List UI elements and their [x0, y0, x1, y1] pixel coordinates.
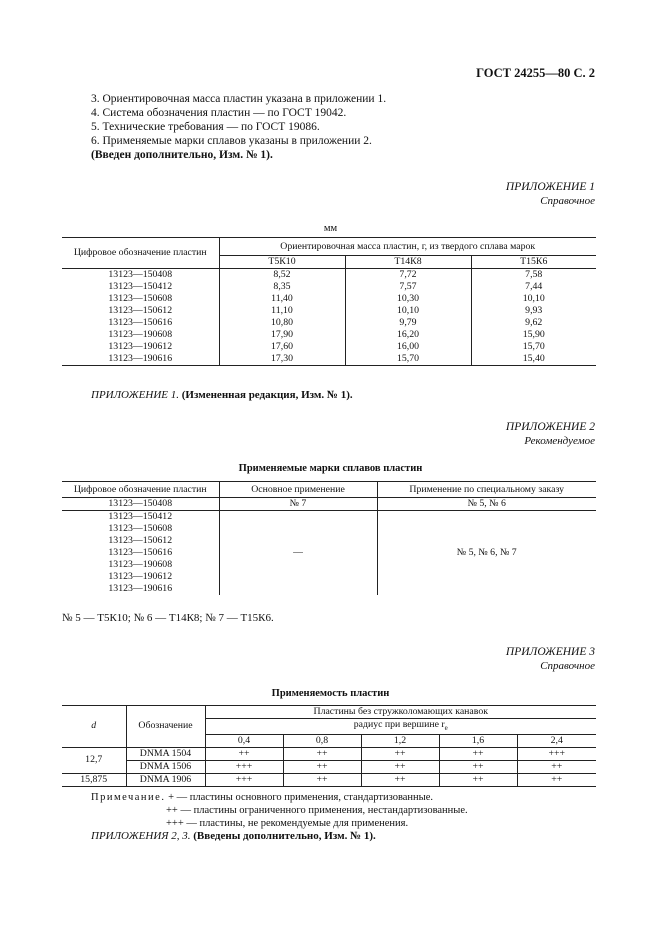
- table-row: [62, 747, 596, 760]
- appendix3-heading: [506, 645, 595, 673]
- radius-subscript: е: [444, 723, 448, 732]
- mass-cell: 9,79: [345, 317, 471, 329]
- designation-cell: DNMA 1506: [126, 760, 205, 773]
- col-d: d: [62, 706, 126, 748]
- col-special-order: Применение по специальному заказу: [409, 483, 565, 495]
- appendix2-heading: [506, 420, 595, 448]
- applicability-cell: +++: [205, 760, 283, 773]
- designation-cell: 13123—190616: [62, 353, 219, 366]
- mass-cell: 7,58: [525, 269, 543, 280]
- footer-bold: (Введены дополнительно, Изм. № 1).: [193, 830, 376, 842]
- appendix3-subtitle: Справочное: [540, 660, 595, 672]
- appendix2-subtitle: Рекомендуемое: [524, 435, 595, 447]
- amendment-note: (Введен дополнительно, Изм. № 1).: [91, 149, 273, 161]
- appendix1-subtitle: Справочное: [540, 195, 595, 207]
- table-row: [62, 341, 596, 353]
- designation-cell: 13123—190616: [62, 583, 219, 595]
- mass-cell: 9,93: [525, 305, 543, 316]
- designation-cell: 13123—190612: [62, 571, 219, 583]
- table-row: [62, 305, 596, 317]
- designation-cell: 13123—150612: [62, 535, 219, 547]
- main-use-merged-cell: —: [219, 511, 377, 596]
- alloys-table: [62, 481, 596, 595]
- grade-header: Т14К8: [345, 256, 471, 269]
- note-label: Примечание.: [91, 792, 166, 803]
- mass-cell: 11,10: [219, 305, 345, 317]
- main-use-cell: № 7: [219, 498, 377, 511]
- mass-cell: 10,10: [345, 305, 471, 317]
- mass-cell: 7,57: [345, 281, 471, 293]
- appendix1-amendment: [91, 388, 353, 403]
- applicability-cell: ++: [283, 773, 361, 786]
- mass-cell: 10,80: [219, 317, 345, 329]
- table-row: [62, 498, 596, 511]
- table-row: [62, 293, 596, 305]
- applicability-cell: ++: [283, 747, 361, 760]
- mass-cell: 17,60: [219, 341, 345, 353]
- designation-cell: 13123—190608: [62, 329, 219, 341]
- alloy-legend: № 5 — Т5К10; № 6 — Т14К8; № 7 — Т15К6.: [62, 612, 274, 624]
- radius-value: 1,2: [361, 734, 439, 747]
- radius-header-text: радиус при вершине r: [353, 719, 445, 730]
- mass-cell: 17,30: [219, 353, 345, 366]
- mass-cell: 10,30: [345, 293, 471, 305]
- mass-cell: 15,70: [345, 353, 471, 366]
- paragraph-3: 3. Ориентировочная масса пластин указана в приложении 1.: [91, 93, 387, 105]
- designation-cell: DNMA 1906: [126, 773, 205, 786]
- mass-cell: 15,40: [522, 353, 545, 364]
- applicability-cell: ++: [361, 747, 439, 760]
- applicability-cell: ++: [361, 773, 439, 786]
- mass-cell: 11,40: [219, 293, 345, 305]
- designation-cell: 13123—150616: [62, 317, 219, 329]
- special-order-merged-cell: № 5, № 6, № 7: [456, 547, 517, 558]
- designation-cell: 13123—150608: [62, 523, 219, 535]
- applicability-cell: ++: [439, 747, 517, 760]
- designation-cell: 13123—150612: [62, 305, 219, 317]
- grade-header: Т15К6: [520, 256, 548, 267]
- note-line-1: [91, 791, 468, 804]
- appendix3-title: ПРИЛОЖЕНИЕ 3: [505, 646, 595, 658]
- group-header: Пластины без стружколомающих канавок: [205, 706, 596, 719]
- applicability-cell: ++: [361, 760, 439, 773]
- appendix1-title: ПРИЛОЖЕНИЕ 1: [505, 181, 595, 193]
- unit-label: мм: [323, 223, 338, 234]
- mass-cell: 7,72: [345, 269, 471, 282]
- table-row: [62, 317, 596, 329]
- mass-cell: 15,90: [522, 329, 545, 340]
- designation-cell: 13123—150412: [62, 511, 219, 524]
- table-row: [62, 353, 596, 366]
- table-row: [62, 281, 596, 293]
- mass-cell: 10,10: [522, 293, 545, 304]
- designation-cell: DNMA 1504: [126, 747, 205, 760]
- appendix1-heading: [506, 180, 595, 208]
- applicability-cell: +++: [548, 747, 566, 759]
- radius-value: 0,4: [205, 734, 283, 747]
- paragraph-6: 6. Применяемые марки сплавов указаны в приложении 2.: [91, 135, 372, 147]
- table-row: [62, 269, 596, 282]
- designation-cell: 13123—190612: [62, 341, 219, 353]
- mass-cell: 9,62: [525, 317, 543, 328]
- designation-cell: 13123—150412: [62, 281, 219, 293]
- paragraph-4: 4. Система обозначения пластин — по ГОСТ 19042.: [91, 107, 347, 119]
- paragraph-5: 5. Технические требования — по ГОСТ 19086.: [91, 121, 320, 133]
- col-designation: Цифровое обозначение пластин: [62, 482, 219, 498]
- table-row: [62, 511, 596, 524]
- col-designation: Цифровое обозначение пластин: [62, 238, 219, 269]
- table-row: [62, 329, 596, 341]
- footer-italic: ПРИЛОЖЕНИЯ 2, 3.: [91, 830, 191, 842]
- designation-cell: 13123—150408: [62, 498, 219, 511]
- d-cell: 12,7: [62, 747, 126, 773]
- appendix1-note-bold: (Измененная редакция, Изм. № 1).: [181, 389, 353, 401]
- mass-table: [62, 237, 596, 366]
- appendix3-amendment: [91, 829, 376, 844]
- col-mass: Ориентировочная масса пластин, г, из твердого сплава марок: [219, 238, 596, 256]
- designation-cell: 13123—150408: [62, 269, 219, 282]
- d-cell: 15,875: [62, 773, 126, 786]
- mass-cell: 17,90: [219, 329, 345, 341]
- appendix1-note-italic: ПРИЛОЖЕНИЕ 1.: [91, 389, 179, 401]
- col-main-use: Основное применение: [219, 482, 377, 498]
- applicability-cell: +++: [205, 773, 283, 786]
- mass-cell: 15,70: [522, 341, 545, 352]
- note-line-2: ++ — пластины ограниченного применения, нестандартизованные.: [166, 805, 468, 816]
- radius-value: 2,4: [550, 734, 563, 746]
- mass-cell: 16,00: [345, 341, 471, 353]
- appendix2-table-title: Применяемые марки сплавов пластин: [238, 463, 423, 474]
- mass-cell: 8,35: [219, 281, 345, 293]
- applicability-table: [62, 705, 596, 787]
- appendix2-title: ПРИЛОЖЕНИЕ 2: [505, 421, 595, 433]
- applicability-cell: ++: [283, 760, 361, 773]
- radius-header: [205, 719, 596, 735]
- grade-header: Т5К10: [219, 256, 345, 269]
- applicability-cell: ++: [551, 760, 563, 772]
- applicability-cell: ++: [439, 760, 517, 773]
- mass-cell: 7,44: [525, 281, 543, 292]
- designation-cell: 13123—150616: [62, 547, 219, 559]
- note-text: + — пластины основного применения, стандартизованные.: [168, 792, 434, 803]
- table-row: [62, 773, 596, 786]
- designation-cell: 13123—150608: [62, 293, 219, 305]
- radius-value: 1,6: [439, 734, 517, 747]
- applicability-cell: ++: [551, 773, 563, 785]
- designation-cell: 13123—190608: [62, 559, 219, 571]
- mass-cell: 8,52: [219, 269, 345, 282]
- radius-value: 0,8: [283, 734, 361, 747]
- col-designation: Обозначение: [126, 706, 205, 748]
- note-line-3: +++ — пластины, не рекомендуемые для применения.: [166, 818, 409, 829]
- special-order-cell: № 5, № 6: [467, 498, 506, 509]
- applicability-cell: ++: [439, 773, 517, 786]
- applicability-cell: ++: [205, 747, 283, 760]
- mass-cell: 16,20: [345, 329, 471, 341]
- page-header: ГОСТ 24255—80 С. 2: [476, 66, 595, 80]
- appendix3-table-title: Применяемость пластин: [271, 688, 390, 699]
- table-row: [62, 760, 596, 773]
- appendix3-notes: [91, 791, 468, 830]
